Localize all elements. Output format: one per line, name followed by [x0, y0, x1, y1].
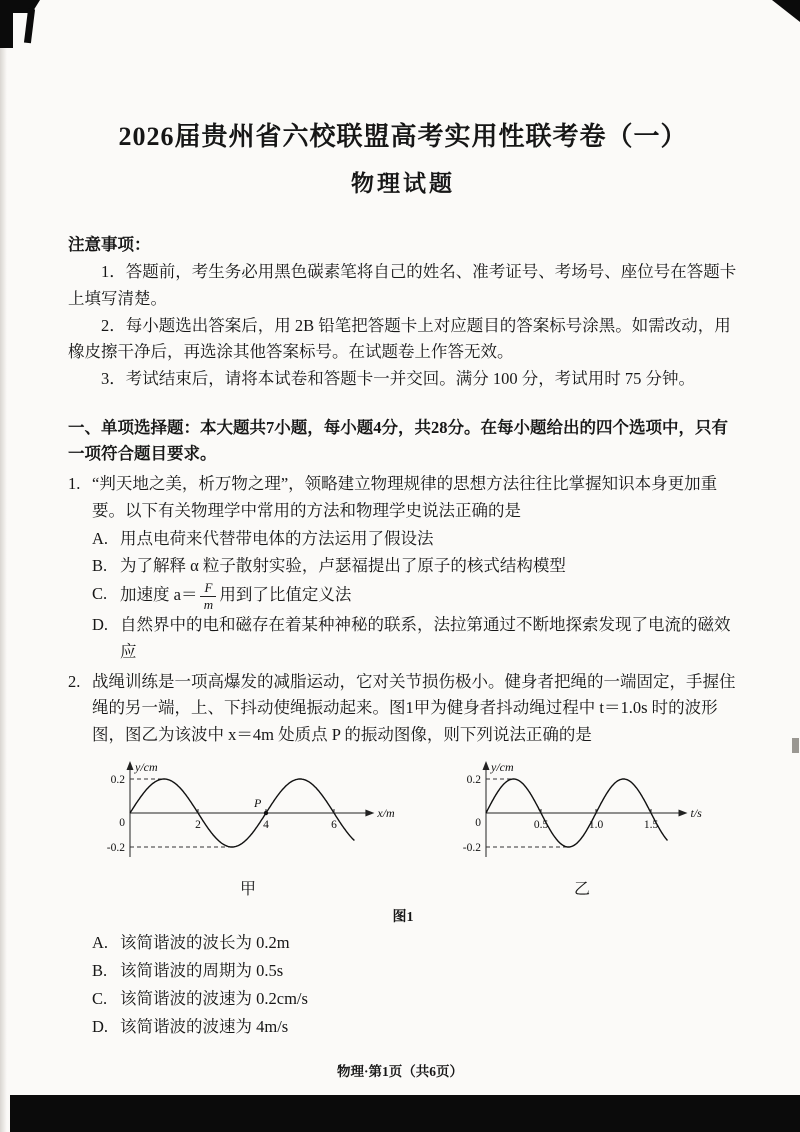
option-label: B.: [92, 556, 108, 576]
notice-section: [68, 232, 738, 392]
option-label: C.: [92, 988, 108, 1008]
option-text: 为了解释 α 粒子散射实验，卢瑟福提出了原子的核式结构模型: [120, 556, 566, 576]
x-axis-arrow: [679, 809, 688, 816]
option-label: D.: [92, 615, 109, 635]
scan-artifact-top-right: [772, 0, 800, 22]
notice-heading: 注意事项：: [68, 235, 151, 255]
y-tick-label: -0.2: [462, 841, 481, 854]
question-2-option-b: [92, 958, 738, 985]
scan-artifact-top-left: [24, 9, 35, 44]
y-axis-title: y/cm: [135, 759, 158, 774]
exam-subtitle: 物理试题: [351, 171, 455, 197]
question-1-options: [68, 526, 738, 666]
x-tick-label: 4: [263, 818, 269, 831]
question-2: [68, 669, 738, 1041]
option-label: D.: [92, 1016, 109, 1036]
option-text: 该简谐波的周期为 0.5s: [120, 961, 284, 981]
question-1: [68, 471, 738, 666]
question-1-text: “判天地之美，析万物之理”，领略建立物理规律的思想方法往往比掌握知识本身更加重要。以下有关物理学中常用的方法和物理学史说法正确的是: [92, 474, 718, 520]
scan-artifact-right-edge: [792, 738, 799, 753]
fraction-F-over-m: [200, 581, 216, 611]
graph-block-yi: [446, 755, 718, 903]
x-axis-title: t/s: [690, 805, 702, 820]
vibration-graph-yi: [446, 755, 718, 877]
graph-label-yi: 乙: [573, 880, 590, 898]
question-1-option-c: [92, 581, 738, 611]
x-axis-arrow: [365, 809, 374, 816]
question-2-number: 2.: [68, 671, 81, 691]
option-label: B.: [92, 961, 108, 981]
graph-label-jia: 甲: [239, 880, 256, 898]
option-label: A.: [92, 933, 109, 953]
x-tick-label: 6: [331, 818, 337, 831]
question-2-text: 战绳训练是一项高爆发的减脂运动，它对关节损伤极小。健身者把绳的一端固定，手握住绳的另一端，上、下抖动使绳振动起来。图1甲为健身者抖动绳过程中 t＝1.0s 时的波形图，图乙为该波中 x＝4m 处质点 P 的振动图像，则下列说法正确的是: [92, 671, 736, 745]
wave-graph-jia: [88, 755, 408, 877]
notice-item-2: 2．每小题选出答案后，用 2B 铅笔把答题卡上对应题目的答案标号涂黑。如需改动，用橡皮擦干净后，再选涂其他答案标号。在试题卷上作答无效。: [68, 315, 731, 362]
option-text: [120, 581, 738, 611]
y-axis-arrow: [483, 761, 490, 770]
option-label: C.: [92, 583, 108, 603]
notice-item-1: 1．答题前，考生务必用黑色碳素笔将自己的姓名、准考证号、考场号、座位号在答题卡上填写清楚。: [68, 262, 737, 308]
figure-1-caption: 图1: [392, 909, 414, 925]
fraction-numerator: F: [200, 581, 216, 597]
option-text: 用点电荷来代替带电体的方法运用了假设法: [120, 528, 434, 548]
section-1-heading: 一、单项选择题：本大题共7小题，每小题4分，共28分。在每小题给出的四个选项中，只有一项符合题目要求。: [68, 417, 728, 464]
y-tick-label: 0.2: [110, 773, 125, 786]
x-tick-label: 1.0: [588, 818, 604, 831]
x-axis-title: x/m: [377, 805, 395, 820]
figure-1: [68, 755, 738, 930]
origin-label: 0: [475, 816, 481, 829]
y-axis-arrow: [127, 761, 134, 770]
figure-1-graphs: [68, 755, 738, 903]
question-1-option-b: [92, 553, 738, 580]
x-tick-label: 2: [195, 818, 201, 831]
scan-artifact-top-left: [0, 0, 13, 48]
option-text: 该简谐波的波长为 0.2m: [120, 933, 290, 953]
question-2-options: [68, 930, 738, 1040]
page-content: [68, 116, 738, 1040]
question-1-number: 1.: [68, 474, 81, 494]
question-1-option-a: [92, 526, 738, 553]
question-1-stem: [68, 471, 738, 524]
page-edge-shadow: [0, 0, 7, 1132]
graph-block-jia: [88, 755, 408, 903]
origin-label: 0: [119, 816, 125, 829]
fraction-denominator: m: [203, 596, 214, 612]
question-1-option-d: [92, 612, 738, 665]
question-2-option-d: [92, 1014, 738, 1041]
notice-item-3: 3．考试结束后，请将本试卷和答题卡一并交回。满分 100 分，考试用时 75 分钟。: [101, 368, 695, 388]
x-tick-label: 0.5: [533, 818, 549, 831]
option-text: 该简谐波的波速为 4m/s: [120, 1016, 289, 1036]
question-2-stem: [68, 669, 738, 749]
question-2-option-c: [92, 986, 738, 1013]
y-tick-label: -0.2: [106, 841, 125, 854]
x-tick-label: 1.5: [643, 818, 659, 831]
option-text: 该简谐波的波速为 0.2cm/s: [120, 988, 308, 1008]
option-label: A.: [92, 528, 109, 548]
question-2-option-a: [92, 930, 738, 957]
scan-artifact-bottom-bar: [10, 1095, 800, 1132]
y-axis-title: y/cm: [491, 759, 514, 774]
option-c-pre: 加速度 a＝: [120, 584, 198, 604]
exam-title: 2026届贵州省六校联盟高考实用性联考卷（一）: [118, 122, 688, 151]
y-tick-label: 0.2: [466, 773, 481, 786]
point-P-label: P: [254, 795, 262, 810]
point-P: [264, 811, 268, 815]
option-text: 自然界中的电和磁存在着某种神秘的联系，法拉第通过不断地探索发现了电流的磁效应: [120, 615, 731, 661]
option-c-post: 用到了比值定义法: [219, 584, 352, 604]
page-footer: 物理·第1页（共6页）: [336, 1064, 463, 1079]
